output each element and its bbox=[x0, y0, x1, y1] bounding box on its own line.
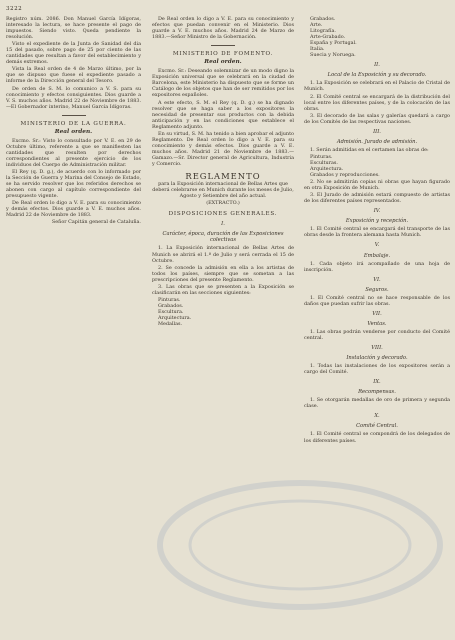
page-number: 3222 bbox=[6, 6, 23, 12]
section-number: IX. bbox=[373, 379, 381, 386]
paragraph: A este efecto, S. M. el Rey (q. D. g.) se ha dignado resolver que se haga saber a los expositores la necesidad de presentar sus productos con la debida anticipación y en las condiciones que establece el Reglamento adjunto. bbox=[152, 99, 294, 130]
signature-line: Señor Capitán general de Cataluña. bbox=[51, 219, 141, 226]
reglamento-title: REGLAMENTO bbox=[185, 171, 261, 182]
section-heading: DISPOSICIONES GENERALES. bbox=[168, 211, 278, 218]
paragraph: El Rey (q. D. g.), de acuerdo con lo informado por la Sección de Guerra y Marina del Consejo de Estado, se ha servido resolver que los referidos derechos se abonen con cargo al capítulo correspondiente del presupuesto vigente. bbox=[6, 169, 141, 200]
section-number: V. bbox=[374, 242, 380, 249]
section-title: Local de la Exposición y su decorado. bbox=[327, 72, 427, 79]
section-number: I. bbox=[221, 221, 225, 228]
real-orden-heading: Real orden. bbox=[54, 128, 93, 135]
paragraph: 2. No se admitirán copias ni obras que hayan figurado en otra Exposición de Munich. bbox=[304, 179, 450, 192]
paragraph: Vista la Real orden de 4 de Marzo último, por la que se dispuso que fuese el expediente pasado a informe de la Dirección general del Tesoro. bbox=[6, 66, 141, 85]
extracto-label: (EXTRACTO.) bbox=[206, 200, 240, 207]
paragraph: 1. El Comité central se compondrá de los delegados de los diferentes países. bbox=[304, 431, 450, 444]
country-list: Grabados. Arte. Litografía. Arte-Grabado. España y Portugal. Italia. Suecia y Noruega. bbox=[310, 16, 357, 59]
divider bbox=[211, 45, 235, 46]
section-number: III. bbox=[373, 128, 381, 135]
paragraph: 1. Cada objeto irá acompañado de una hoja de inscripción. bbox=[304, 260, 450, 273]
column-middle bbox=[152, 16, 294, 634]
paragraph: Visto el expediente de la Junta de Sanidad del dia 15 del pasado, sobre pago de 25 por ciento de las cantidades que resultan a favor del establecimiento y demás extremos. bbox=[6, 41, 141, 66]
paragraph: Excmo. Sr.: Deseando solemnizar de un modo digno la Exposición universal que se celebrará en la ciudad de Barcelona, este Ministerio ha dispuesto que se forme un Catálogo de los objetos que han de ser remitidos por los expositores españoles. bbox=[152, 68, 294, 99]
paragraph: 3. El Jurado de admisión estará compuesto de artistas de los diferentes países representados. bbox=[304, 192, 450, 205]
section-number: II. bbox=[374, 62, 380, 69]
paragraph: En su virtud, S. M. ha tenido a bien aprobar el adjunto Reglamento. De Real orden lo digo a V. E. para su conocimiento y demás efectos. Dios guarde a V. E. muchos años. Madrid 21 de Noviembre de 1883.—Gamazo.—Sr. Director general de Agricultura, Industria y Comercio. bbox=[152, 130, 294, 167]
section-title: Ventas. bbox=[367, 320, 387, 327]
paragraph: 2. Se concede la admisión en ella a los artistas de todos los países, siempre que se sometan a las prescripciones del presente Reglamento. bbox=[152, 264, 294, 283]
section-title: Seguros. bbox=[365, 286, 389, 293]
section-number: VI. bbox=[373, 276, 381, 283]
section-title: Comité Central. bbox=[356, 423, 398, 430]
paragraph: 1. El Comité central no se hace responsable de los daños que puedan sufrir las obras. bbox=[304, 294, 450, 307]
paragraph: Registro núm. 2086. Don Manuel García Idígoras, interesado la lectura, se hace presente el pago de impuestos. Siendo visto. Queda pendiente la resolución. bbox=[6, 16, 141, 41]
real-orden-heading: Real orden. bbox=[204, 59, 242, 66]
column-left bbox=[6, 16, 141, 634]
paragraph: De orden de S. M. lo comunico a V. S. para su conocimiento y efectos consiguientes. Dios guarde a V. S. muchos años. Madrid 22 de Noviembre de 1883.—El Gobernador interino, Manuel García Idígoras. bbox=[6, 85, 141, 110]
section-title: Instalación y decorado. bbox=[346, 355, 408, 362]
category-list: Pinturas. Grabados. Escultura. Arquitectura. Medallas. bbox=[158, 296, 192, 328]
paragraph: Excmo. Sr.: Visto lo consultado por V. E. en 29 de Octubre último, referente a que se manifiesten las cantidades que resulten por derechos correspondientes al presente ejercicio de los individuos del Cuerpo de Administración militar. bbox=[6, 137, 141, 168]
section-number: VIII. bbox=[371, 345, 383, 352]
paragraph: 1. Las obras podrán venderse por conducto del Comité central. bbox=[304, 328, 450, 341]
section-title: Admisión. Jurado de admisión. bbox=[336, 138, 418, 145]
section-heading: MINISTERIO DE LA GUERRA. bbox=[20, 120, 127, 127]
section-title: Carácter, época, duración de las Exposiciones colectivas bbox=[162, 231, 284, 244]
paragraph: 3. El decorado de las salas y galerías quedará a cargo de los Comités de las respectivas naciones. bbox=[304, 112, 450, 125]
paragraph: 1. La Exposición internacional de Bellas Artes de Munich se abrirá el 1.º de Julio y será cerrada el 15 de Octubre. bbox=[152, 245, 294, 264]
paragraph: 1. Serán admitidas en el certamen las obras de: bbox=[310, 146, 429, 153]
paragraph: De Real orden lo digo a V. E. para su conocimiento y demás efectos. Dios guarde a V. E. muchos años. Madrid 22 de Noviembre de 1883. bbox=[6, 200, 141, 219]
column-right bbox=[304, 16, 450, 634]
paragraph: 2. El Comité central se encargará de la distribución del local entre los diferentes países, y de la colocación de las obras. bbox=[304, 93, 450, 112]
divider bbox=[62, 115, 86, 116]
works-list: Pinturas. Esculturas. Arquitectura. Grabados y reproducciones. bbox=[310, 153, 380, 179]
section-title: Recompensas. bbox=[358, 389, 396, 396]
paragraph: De Real orden lo digo a V. E. para su conocimiento y efectos que puedan convenir en el Ministerio. Dios guarde a V. E. muchos años. Madrid 24 de Marzo de 1883.—Señor Ministro de la Gobernación. bbox=[152, 16, 294, 41]
paragraph: 1. El Comité central se encargará del transporte de las obras desde la frontera alemana hasta Munich. bbox=[304, 226, 450, 239]
reglamento-subtitle: para la Exposición internacional de Bellas Artes que deberá celebrarse en Munich durante los meses de Julio, Agosto y Setiembre del año actual. bbox=[152, 181, 294, 200]
paragraph: 1. La Exposición se celebrará en el Palacio de Cristal de Munich. bbox=[304, 80, 450, 93]
section-title: Exposición y recepción. bbox=[345, 218, 409, 225]
paragraph: 1. Todas las instalaciones de los expositores serán a cargo del Comité. bbox=[304, 363, 450, 376]
section-number: X. bbox=[374, 413, 380, 420]
paragraph: 3. Las obras que se presenten a la Exposición se clasificarán en las secciones siguientes: bbox=[152, 283, 294, 296]
section-number: VII. bbox=[372, 310, 382, 317]
section-number: IV. bbox=[373, 208, 381, 215]
paragraph: 1. Se otorgarán medallas de oro de primera y segunda clase. bbox=[304, 397, 450, 410]
section-title: Embalaje. bbox=[363, 252, 391, 259]
section-heading: MINISTERIO DE FOMENTO. bbox=[172, 51, 274, 58]
